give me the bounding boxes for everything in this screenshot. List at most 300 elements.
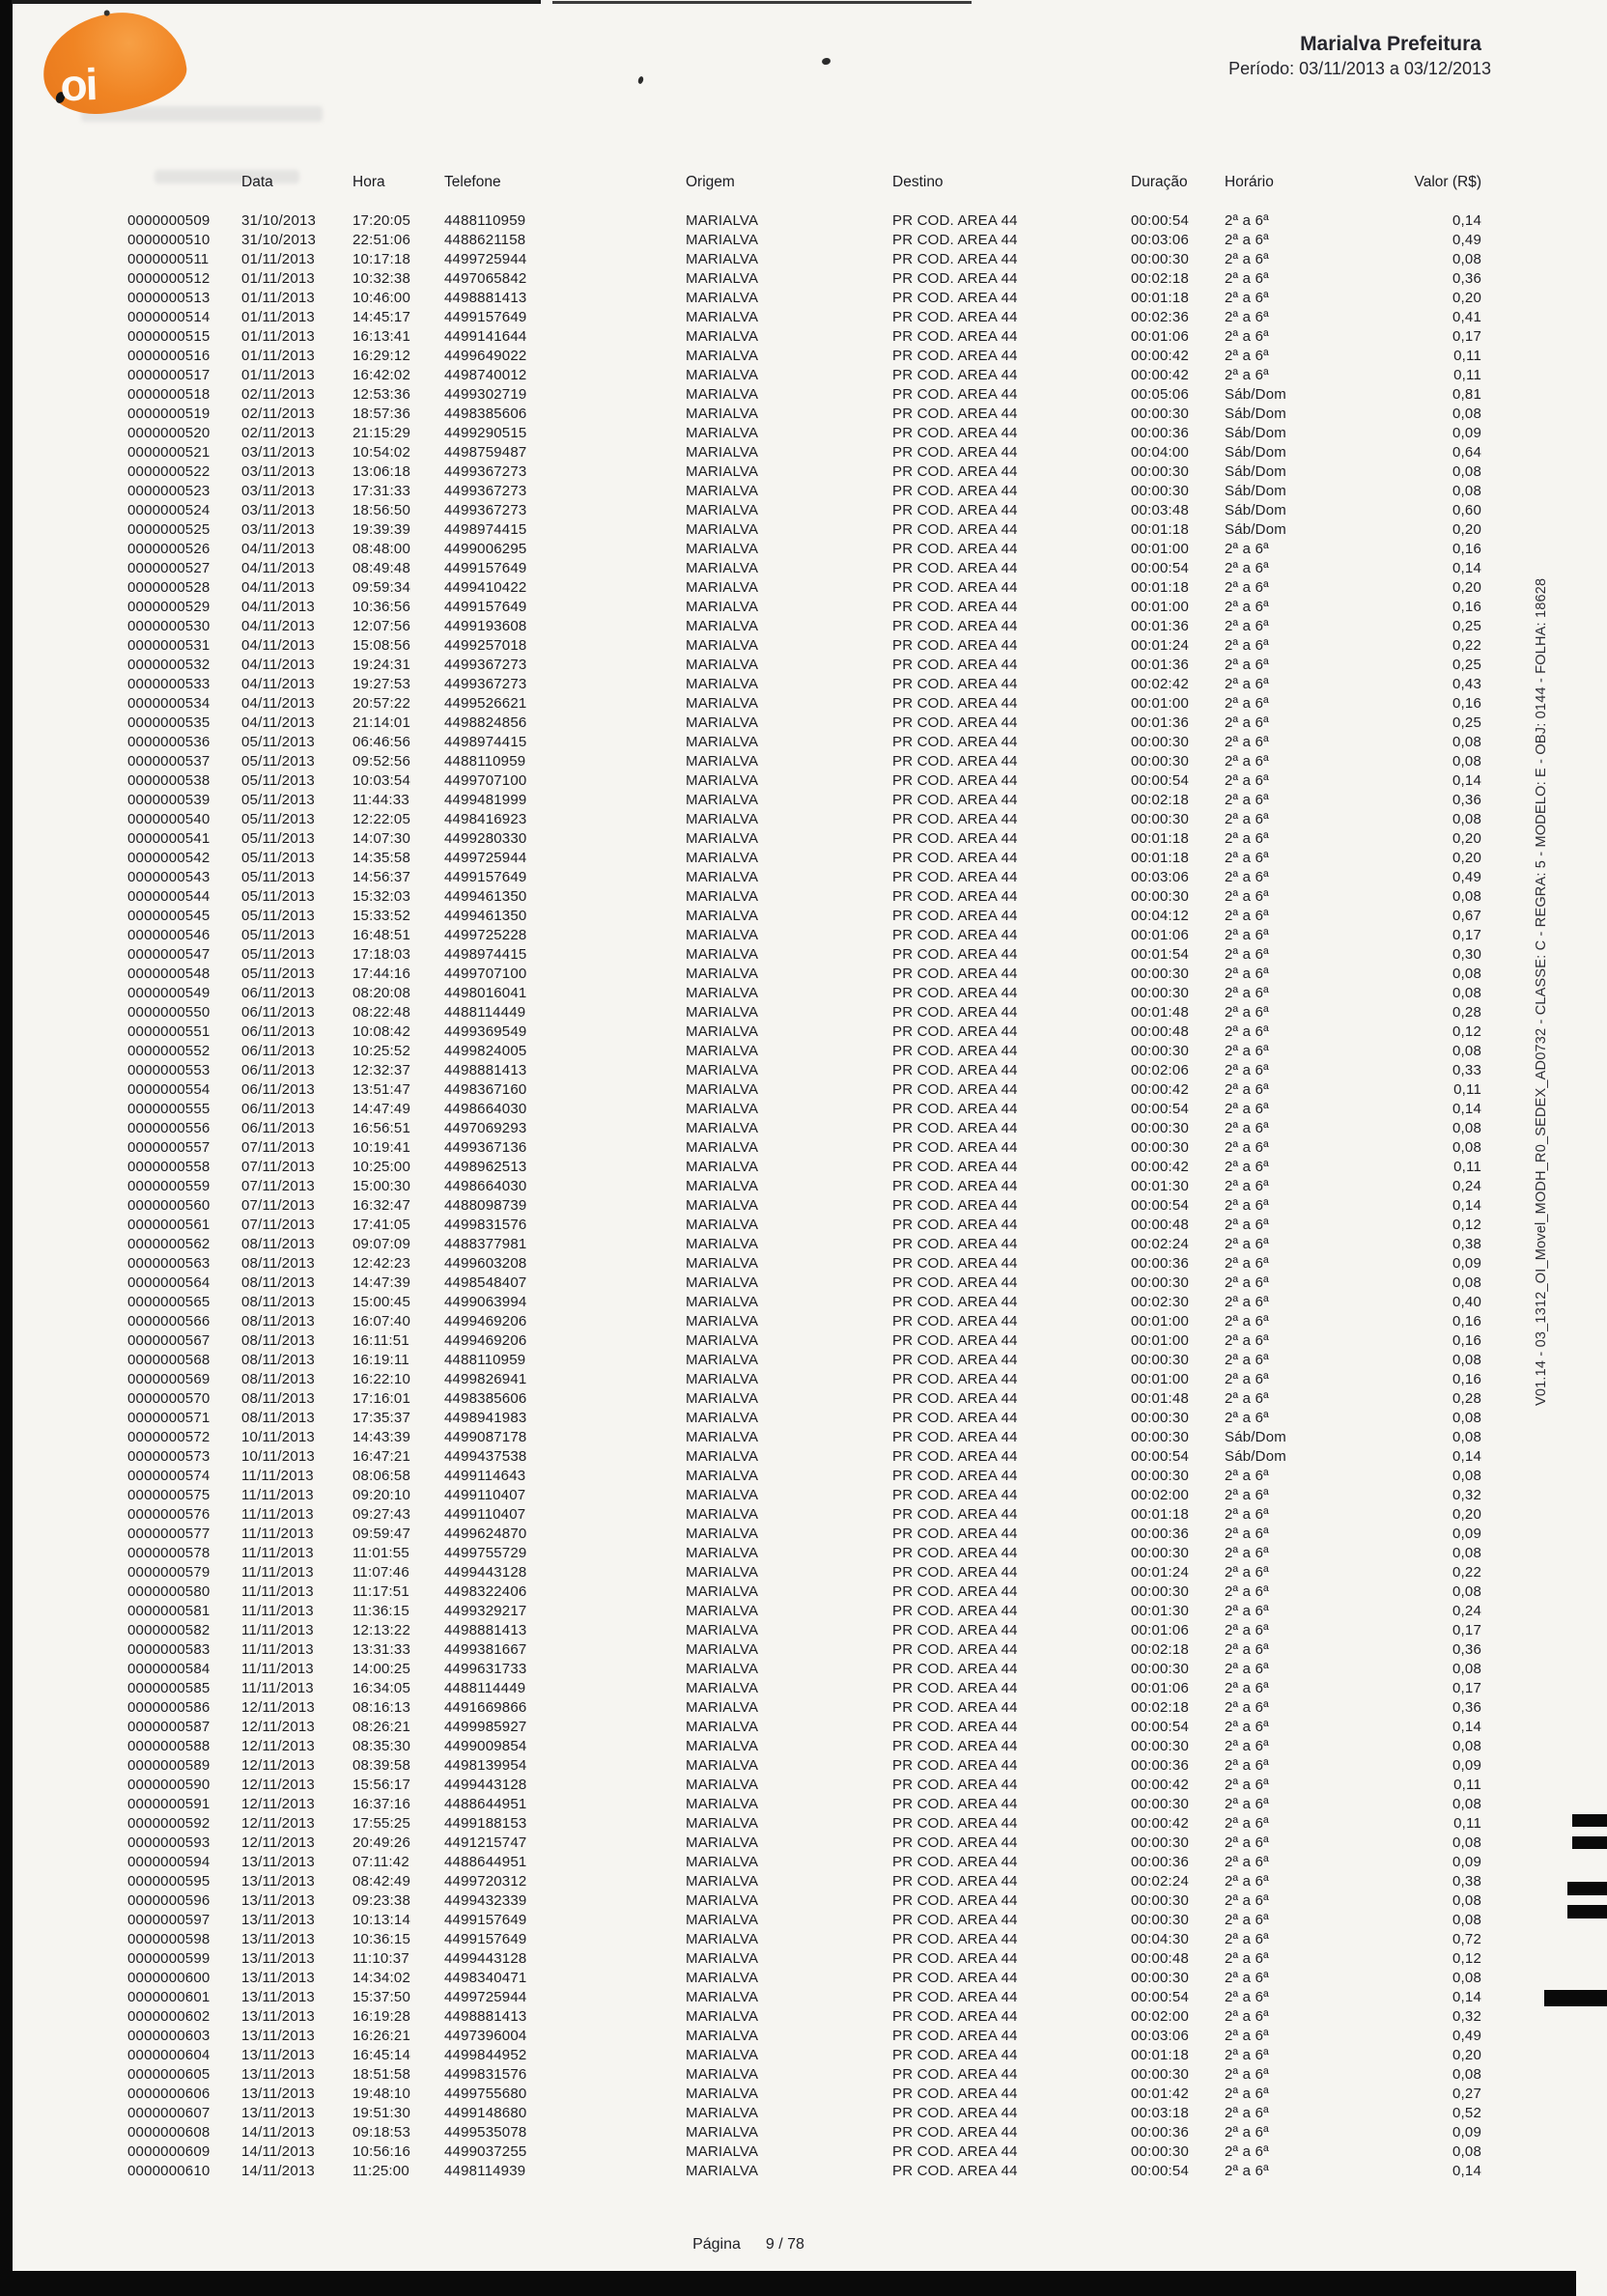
phone-number: 4499649022 bbox=[444, 348, 527, 364]
table-row bbox=[127, 656, 1481, 675]
destination: PR COD. AREA 44 bbox=[892, 1757, 1018, 1774]
call-time: 17:44:16 bbox=[352, 966, 410, 982]
origin: MARIALVA bbox=[686, 309, 759, 325]
call-time: 14:00:25 bbox=[352, 1661, 410, 1677]
call-time: 17:31:33 bbox=[352, 483, 410, 499]
table-row bbox=[127, 1737, 1481, 1756]
time-band: 2ª a 6ª bbox=[1225, 599, 1269, 615]
time-band: 2ª a 6ª bbox=[1225, 676, 1269, 692]
origin: MARIALVA bbox=[686, 772, 759, 789]
call-time: 16:19:11 bbox=[352, 1352, 409, 1368]
call-date: 06/11/2013 bbox=[241, 1101, 315, 1117]
call-time: 07:11:42 bbox=[352, 1854, 409, 1870]
call-time: 19:27:53 bbox=[352, 676, 410, 692]
destination: PR COD. AREA 44 bbox=[892, 212, 1018, 229]
duration: 00:01:36 bbox=[1131, 618, 1189, 634]
table-row bbox=[127, 2162, 1481, 2181]
duration: 00:01:18 bbox=[1131, 521, 1189, 538]
duration: 00:00:30 bbox=[1131, 1429, 1189, 1445]
origin: MARIALVA bbox=[686, 328, 759, 345]
value: 0,20 bbox=[1452, 830, 1481, 847]
time-band: 2ª a 6ª bbox=[1225, 1603, 1269, 1619]
value: 0,22 bbox=[1452, 1564, 1481, 1581]
call-time: 14:47:49 bbox=[352, 1101, 410, 1117]
time-band: 2ª a 6ª bbox=[1225, 328, 1269, 345]
duration: 00:01:48 bbox=[1131, 1390, 1189, 1407]
destination: PR COD. AREA 44 bbox=[892, 753, 1018, 770]
call-date: 04/11/2013 bbox=[241, 618, 315, 634]
call-id: 0000000531 bbox=[127, 637, 211, 654]
call-id: 0000000574 bbox=[127, 1468, 211, 1484]
scan-speck bbox=[821, 57, 831, 66]
table-row bbox=[127, 1660, 1481, 1679]
time-band: 2ª a 6ª bbox=[1225, 1661, 1269, 1677]
phone-number: 4499831576 bbox=[444, 1217, 527, 1233]
origin: MARIALVA bbox=[686, 714, 759, 731]
phone-number: 4499290515 bbox=[444, 425, 527, 441]
call-time: 16:37:16 bbox=[352, 1796, 410, 1812]
destination: PR COD. AREA 44 bbox=[892, 1699, 1018, 1716]
call-date: 13/11/2013 bbox=[241, 2105, 315, 2121]
origin: MARIALVA bbox=[686, 985, 759, 1001]
call-id: 0000000528 bbox=[127, 579, 211, 596]
table-row bbox=[127, 849, 1481, 868]
origin: MARIALVA bbox=[686, 1989, 759, 2005]
destination: PR COD. AREA 44 bbox=[892, 1892, 1018, 1909]
phone-number: 4498139954 bbox=[444, 1757, 527, 1774]
footer-page-number: 9 / 78 bbox=[765, 2236, 804, 2253]
call-date: 01/11/2013 bbox=[241, 290, 315, 306]
origin: MARIALVA bbox=[686, 946, 759, 963]
origin: MARIALVA bbox=[686, 1680, 759, 1696]
phone-number: 4498974415 bbox=[444, 946, 527, 963]
table-row bbox=[127, 1756, 1481, 1776]
call-time: 14:47:39 bbox=[352, 1274, 410, 1291]
call-id: 0000000565 bbox=[127, 1294, 211, 1310]
destination: PR COD. AREA 44 bbox=[892, 328, 1018, 345]
duration: 00:00:30 bbox=[1131, 985, 1189, 1001]
value: 0,08 bbox=[1452, 1139, 1481, 1156]
table-row bbox=[127, 617, 1481, 636]
origin: MARIALVA bbox=[686, 1159, 759, 1175]
origin: MARIALVA bbox=[686, 1294, 759, 1310]
value: 0,09 bbox=[1452, 2124, 1481, 2141]
call-date: 11/11/2013 bbox=[241, 1545, 314, 1561]
origin: MARIALVA bbox=[686, 1545, 759, 1561]
destination: PR COD. AREA 44 bbox=[892, 1622, 1018, 1638]
table-row bbox=[127, 2065, 1481, 2085]
duration: 00:01:48 bbox=[1131, 1004, 1189, 1021]
origin: MARIALVA bbox=[686, 1448, 759, 1465]
call-time: 09:59:34 bbox=[352, 579, 410, 596]
time-band: Sáb/Dom bbox=[1225, 425, 1286, 441]
table-row bbox=[127, 231, 1481, 250]
origin: MARIALVA bbox=[686, 1352, 759, 1368]
call-time: 10:54:02 bbox=[352, 444, 410, 461]
duration: 00:00:54 bbox=[1131, 1101, 1189, 1117]
time-band: 2ª a 6ª bbox=[1225, 1583, 1269, 1600]
value: 0,08 bbox=[1452, 2066, 1481, 2083]
call-id: 0000000570 bbox=[127, 1390, 211, 1407]
scan-speck bbox=[103, 10, 110, 16]
value: 0,17 bbox=[1452, 328, 1481, 345]
call-date: 01/11/2013 bbox=[241, 348, 315, 364]
destination: PR COD. AREA 44 bbox=[892, 483, 1018, 499]
call-id: 0000000535 bbox=[127, 714, 211, 731]
call-time: 15:00:45 bbox=[352, 1294, 410, 1310]
phone-number: 4499157649 bbox=[444, 560, 527, 576]
phone-number: 4498385606 bbox=[444, 1390, 527, 1407]
time-band: 2ª a 6ª bbox=[1225, 908, 1269, 924]
phone-number: 4498385606 bbox=[444, 406, 527, 422]
origin: MARIALVA bbox=[686, 637, 759, 654]
time-band: Sáb/Dom bbox=[1225, 444, 1286, 461]
duration: 00:00:36 bbox=[1131, 2124, 1189, 2141]
call-id: 0000000511 bbox=[127, 251, 210, 267]
time-band: Sáb/Dom bbox=[1225, 1429, 1286, 1445]
origin: MARIALVA bbox=[686, 1757, 759, 1774]
phone-number: 4499469206 bbox=[444, 1332, 527, 1349]
origin: MARIALVA bbox=[686, 386, 759, 403]
table-row bbox=[127, 984, 1481, 1003]
duration: 00:00:36 bbox=[1131, 1854, 1189, 1870]
table-row bbox=[127, 2085, 1481, 2104]
value: 0,16 bbox=[1452, 1371, 1481, 1387]
table-row bbox=[127, 1486, 1481, 1505]
destination: PR COD. AREA 44 bbox=[892, 734, 1018, 750]
value: 0,20 bbox=[1452, 521, 1481, 538]
call-date: 08/11/2013 bbox=[241, 1371, 315, 1387]
call-id: 0000000586 bbox=[127, 1699, 211, 1716]
call-id: 0000000572 bbox=[127, 1429, 211, 1445]
destination: PR COD. AREA 44 bbox=[892, 1506, 1018, 1523]
destination: PR COD. AREA 44 bbox=[892, 985, 1018, 1001]
table-row bbox=[127, 1216, 1481, 1235]
table-row bbox=[127, 1930, 1481, 1949]
origin: MARIALVA bbox=[686, 888, 759, 905]
phone-number: 4491669866 bbox=[444, 1699, 527, 1716]
time-band: 2ª a 6ª bbox=[1225, 1950, 1269, 1967]
destination: PR COD. AREA 44 bbox=[892, 444, 1018, 461]
call-time: 11:10:37 bbox=[352, 1950, 409, 1967]
destination: PR COD. AREA 44 bbox=[892, 386, 1018, 403]
duration: 00:01:06 bbox=[1131, 927, 1189, 943]
phone-number: 4499443128 bbox=[444, 1564, 527, 1581]
phone-number: 4499367273 bbox=[444, 483, 527, 499]
call-id: 0000000557 bbox=[127, 1139, 211, 1156]
destination: PR COD. AREA 44 bbox=[892, 560, 1018, 576]
call-time: 08:22:48 bbox=[352, 1004, 410, 1021]
value: 0,40 bbox=[1452, 1294, 1481, 1310]
time-band: 2ª a 6ª bbox=[1225, 1139, 1269, 1156]
call-date: 05/11/2013 bbox=[241, 869, 315, 885]
phone-number: 4499725228 bbox=[444, 927, 527, 943]
phone-number: 4499157649 bbox=[444, 869, 527, 885]
call-id: 0000000608 bbox=[127, 2124, 211, 2141]
phone-number: 4498016041 bbox=[444, 985, 527, 1001]
origin: MARIALVA bbox=[686, 1178, 759, 1194]
call-id: 0000000555 bbox=[127, 1101, 211, 1117]
phone-number: 4499707100 bbox=[444, 772, 527, 789]
destination: PR COD. AREA 44 bbox=[892, 1313, 1018, 1330]
destination: PR COD. AREA 44 bbox=[892, 232, 1018, 248]
phone-number: 4499329217 bbox=[444, 1603, 527, 1619]
table-row bbox=[127, 1080, 1481, 1100]
call-date: 08/11/2013 bbox=[241, 1236, 315, 1252]
call-date: 04/11/2013 bbox=[241, 560, 315, 576]
value: 0,09 bbox=[1452, 1526, 1481, 1542]
destination: PR COD. AREA 44 bbox=[892, 1815, 1018, 1832]
value: 0,08 bbox=[1452, 985, 1481, 1001]
destination: PR COD. AREA 44 bbox=[892, 579, 1018, 596]
duration: 00:03:18 bbox=[1131, 2105, 1189, 2121]
origin: MARIALVA bbox=[686, 2047, 759, 2063]
duration: 00:00:30 bbox=[1131, 251, 1189, 267]
phone-number: 4499110407 bbox=[444, 1506, 526, 1523]
value: 0,09 bbox=[1452, 1854, 1481, 1870]
value: 0,25 bbox=[1452, 657, 1481, 673]
table-row bbox=[127, 1988, 1481, 2007]
call-time: 17:16:01 bbox=[352, 1390, 410, 1407]
value: 0,11 bbox=[1453, 348, 1481, 364]
call-time: 15:33:52 bbox=[352, 908, 410, 924]
time-band: Sáb/Dom bbox=[1225, 463, 1286, 480]
call-date: 08/11/2013 bbox=[241, 1410, 315, 1426]
table-row bbox=[127, 1042, 1481, 1061]
time-band: 2ª a 6ª bbox=[1225, 2028, 1269, 2044]
table-row bbox=[127, 1525, 1481, 1544]
origin: MARIALVA bbox=[686, 483, 759, 499]
call-id: 0000000590 bbox=[127, 1777, 211, 1793]
phone-number: 4499725944 bbox=[444, 251, 527, 267]
billing-period: Período: 03/11/2013 a 03/12/2013 bbox=[1228, 59, 1491, 78]
origin: MARIALVA bbox=[686, 927, 759, 943]
page-title: Marialva Prefeitura bbox=[1300, 33, 1481, 55]
call-id: 0000000556 bbox=[127, 1120, 211, 1136]
table-row bbox=[127, 1582, 1481, 1602]
origin: MARIALVA bbox=[686, 1950, 759, 1967]
call-time: 16:45:14 bbox=[352, 2047, 410, 2063]
call-date: 11/11/2013 bbox=[241, 1680, 314, 1696]
phone-number: 4499087178 bbox=[444, 1429, 527, 1445]
call-id: 0000000576 bbox=[127, 1506, 211, 1523]
col-header-data: Data bbox=[241, 174, 273, 190]
time-band: 2ª a 6ª bbox=[1225, 1815, 1269, 1832]
destination: PR COD. AREA 44 bbox=[892, 270, 1018, 287]
call-id: 0000000519 bbox=[127, 406, 211, 422]
duration: 00:02:18 bbox=[1131, 270, 1189, 287]
value: 0,24 bbox=[1452, 1178, 1481, 1194]
call-date: 04/11/2013 bbox=[241, 714, 315, 731]
destination: PR COD. AREA 44 bbox=[892, 1680, 1018, 1696]
call-date: 12/11/2013 bbox=[241, 1796, 315, 1812]
value: 0,08 bbox=[1452, 463, 1481, 480]
call-id: 0000000601 bbox=[127, 1989, 211, 2005]
value: 0,16 bbox=[1452, 1313, 1481, 1330]
duration: 00:00:54 bbox=[1131, 1448, 1189, 1465]
value: 0,38 bbox=[1452, 1236, 1481, 1252]
destination: PR COD. AREA 44 bbox=[892, 1081, 1018, 1098]
origin: MARIALVA bbox=[686, 676, 759, 692]
destination: PR COD. AREA 44 bbox=[892, 676, 1018, 692]
call-time: 15:00:30 bbox=[352, 1178, 410, 1194]
call-id: 0000000580 bbox=[127, 1583, 211, 1600]
time-band: 2ª a 6ª bbox=[1225, 290, 1269, 306]
call-time: 10:25:00 bbox=[352, 1159, 410, 1175]
time-band: 2ª a 6ª bbox=[1225, 2008, 1269, 2025]
call-date: 08/11/2013 bbox=[241, 1274, 315, 1291]
call-date: 06/11/2013 bbox=[241, 1081, 315, 1098]
value: 0,27 bbox=[1452, 2086, 1481, 2102]
call-time: 15:37:50 bbox=[352, 1989, 410, 2005]
time-band: 2ª a 6ª bbox=[1225, 1178, 1269, 1194]
call-id: 0000000526 bbox=[127, 541, 211, 557]
destination: PR COD. AREA 44 bbox=[892, 1371, 1018, 1387]
origin: MARIALVA bbox=[686, 2124, 759, 2141]
call-date: 13/11/2013 bbox=[241, 2028, 315, 2044]
time-band: 2ª a 6ª bbox=[1225, 309, 1269, 325]
phone-number: 4499188153 bbox=[444, 1815, 527, 1832]
call-id: 0000000521 bbox=[127, 444, 211, 461]
origin: MARIALVA bbox=[686, 1023, 759, 1040]
phone-number: 4498114939 bbox=[444, 2163, 526, 2179]
origin: MARIALVA bbox=[686, 1274, 759, 1291]
call-date: 02/11/2013 bbox=[241, 406, 315, 422]
table-row bbox=[127, 1428, 1481, 1447]
destination: PR COD. AREA 44 bbox=[892, 2028, 1018, 2044]
call-id: 0000000532 bbox=[127, 657, 211, 673]
time-band: 2ª a 6ª bbox=[1225, 1410, 1269, 1426]
destination: PR COD. AREA 44 bbox=[892, 502, 1018, 518]
value: 0,16 bbox=[1452, 599, 1481, 615]
call-date: 04/11/2013 bbox=[241, 599, 315, 615]
call-time: 14:43:39 bbox=[352, 1429, 410, 1445]
destination: PR COD. AREA 44 bbox=[892, 1023, 1018, 1040]
call-id: 0000000544 bbox=[127, 888, 211, 905]
value: 0,28 bbox=[1452, 1004, 1481, 1021]
call-date: 14/11/2013 bbox=[241, 2163, 315, 2179]
duration: 00:00:42 bbox=[1131, 367, 1189, 383]
call-time: 22:51:06 bbox=[352, 232, 410, 248]
call-id: 0000000569 bbox=[127, 1371, 211, 1387]
phone-number: 4499461350 bbox=[444, 908, 527, 924]
time-band: 2ª a 6ª bbox=[1225, 888, 1269, 905]
phone-number: 4499535078 bbox=[444, 2124, 527, 2141]
call-date: 08/11/2013 bbox=[241, 1390, 315, 1407]
call-time: 16:07:40 bbox=[352, 1313, 410, 1330]
duration: 00:01:00 bbox=[1131, 1332, 1189, 1349]
phone-number: 4498941983 bbox=[444, 1410, 527, 1426]
value: 0,09 bbox=[1452, 425, 1481, 441]
table-row bbox=[127, 2123, 1481, 2142]
value: 0,25 bbox=[1452, 618, 1481, 634]
call-id: 0000000563 bbox=[127, 1255, 211, 1272]
time-band: 2ª a 6ª bbox=[1225, 1294, 1269, 1310]
call-time: 12:32:37 bbox=[352, 1062, 410, 1078]
duration: 00:01:30 bbox=[1131, 1603, 1189, 1619]
origin: MARIALVA bbox=[686, 1410, 759, 1426]
call-time: 19:51:30 bbox=[352, 2105, 410, 2121]
phone-number: 4488644951 bbox=[444, 1854, 527, 1870]
call-id: 0000000577 bbox=[127, 1526, 211, 1542]
duration: 00:02:18 bbox=[1131, 1699, 1189, 1716]
table-row bbox=[127, 926, 1481, 945]
time-band: 2ª a 6ª bbox=[1225, 1043, 1269, 1059]
call-time: 16:42:02 bbox=[352, 367, 410, 383]
call-time: 08:42:49 bbox=[352, 1873, 410, 1890]
destination: PR COD. AREA 44 bbox=[892, 1854, 1018, 1870]
call-date: 11/11/2013 bbox=[241, 1564, 314, 1581]
time-band: 2ª a 6ª bbox=[1225, 2086, 1269, 2102]
call-date: 06/11/2013 bbox=[241, 985, 315, 1001]
call-time: 09:18:53 bbox=[352, 2124, 410, 2141]
duration: 00:00:30 bbox=[1131, 1410, 1189, 1426]
call-time: 16:13:41 bbox=[352, 328, 410, 345]
destination: PR COD. AREA 44 bbox=[892, 657, 1018, 673]
call-time: 19:24:31 bbox=[352, 657, 410, 673]
destination: PR COD. AREA 44 bbox=[892, 2086, 1018, 2102]
call-id: 0000000536 bbox=[127, 734, 211, 750]
phone-number: 4497396004 bbox=[444, 2028, 527, 2044]
phone-number: 4499985927 bbox=[444, 1719, 527, 1735]
table-row bbox=[127, 907, 1481, 926]
value: 0,11 bbox=[1453, 1815, 1481, 1832]
origin: MARIALVA bbox=[686, 2028, 759, 2044]
time-band: 2ª a 6ª bbox=[1225, 869, 1269, 885]
origin: MARIALVA bbox=[686, 1815, 759, 1832]
call-time: 11:17:51 bbox=[352, 1583, 409, 1600]
table-row bbox=[127, 250, 1481, 269]
call-id: 0000000582 bbox=[127, 1622, 211, 1638]
table-row bbox=[127, 694, 1481, 714]
call-time: 12:22:05 bbox=[352, 811, 410, 827]
destination: PR COD. AREA 44 bbox=[892, 695, 1018, 712]
call-time: 16:22:10 bbox=[352, 1371, 410, 1387]
destination: PR COD. AREA 44 bbox=[892, 309, 1018, 325]
value: 0,11 bbox=[1453, 1777, 1481, 1793]
scan-edge-left-bar bbox=[0, 0, 13, 2296]
destination: PR COD. AREA 44 bbox=[892, 251, 1018, 267]
time-band: 2ª a 6ª bbox=[1225, 1313, 1269, 1330]
value: 0,14 bbox=[1452, 1197, 1481, 1214]
table-row bbox=[127, 1138, 1481, 1158]
call-id: 0000000547 bbox=[127, 946, 211, 963]
call-time: 08:26:21 bbox=[352, 1719, 410, 1735]
destination: PR COD. AREA 44 bbox=[892, 1970, 1018, 1986]
time-band: 2ª a 6ª bbox=[1225, 1004, 1269, 1021]
call-id: 0000000527 bbox=[127, 560, 211, 576]
destination: PR COD. AREA 44 bbox=[892, 869, 1018, 885]
destination: PR COD. AREA 44 bbox=[892, 1719, 1018, 1735]
table-row bbox=[127, 1679, 1481, 1698]
table-row bbox=[127, 405, 1481, 424]
destination: PR COD. AREA 44 bbox=[892, 290, 1018, 306]
call-id: 0000000538 bbox=[127, 772, 211, 789]
call-date: 13/11/2013 bbox=[241, 1854, 315, 1870]
call-date: 12/11/2013 bbox=[241, 1699, 315, 1716]
call-date: 08/11/2013 bbox=[241, 1294, 315, 1310]
origin: MARIALVA bbox=[686, 270, 759, 287]
table-row bbox=[127, 269, 1481, 289]
time-band: 2ª a 6ª bbox=[1225, 1699, 1269, 1716]
call-date: 13/11/2013 bbox=[241, 1950, 315, 1967]
duration: 00:02:24 bbox=[1131, 1236, 1189, 1252]
phone-number: 4488114449 bbox=[444, 1680, 526, 1696]
time-band: 2ª a 6ª bbox=[1225, 367, 1269, 383]
call-time: 19:48:10 bbox=[352, 2086, 410, 2102]
destination: PR COD. AREA 44 bbox=[892, 1101, 1018, 1117]
call-date: 04/11/2013 bbox=[241, 541, 315, 557]
